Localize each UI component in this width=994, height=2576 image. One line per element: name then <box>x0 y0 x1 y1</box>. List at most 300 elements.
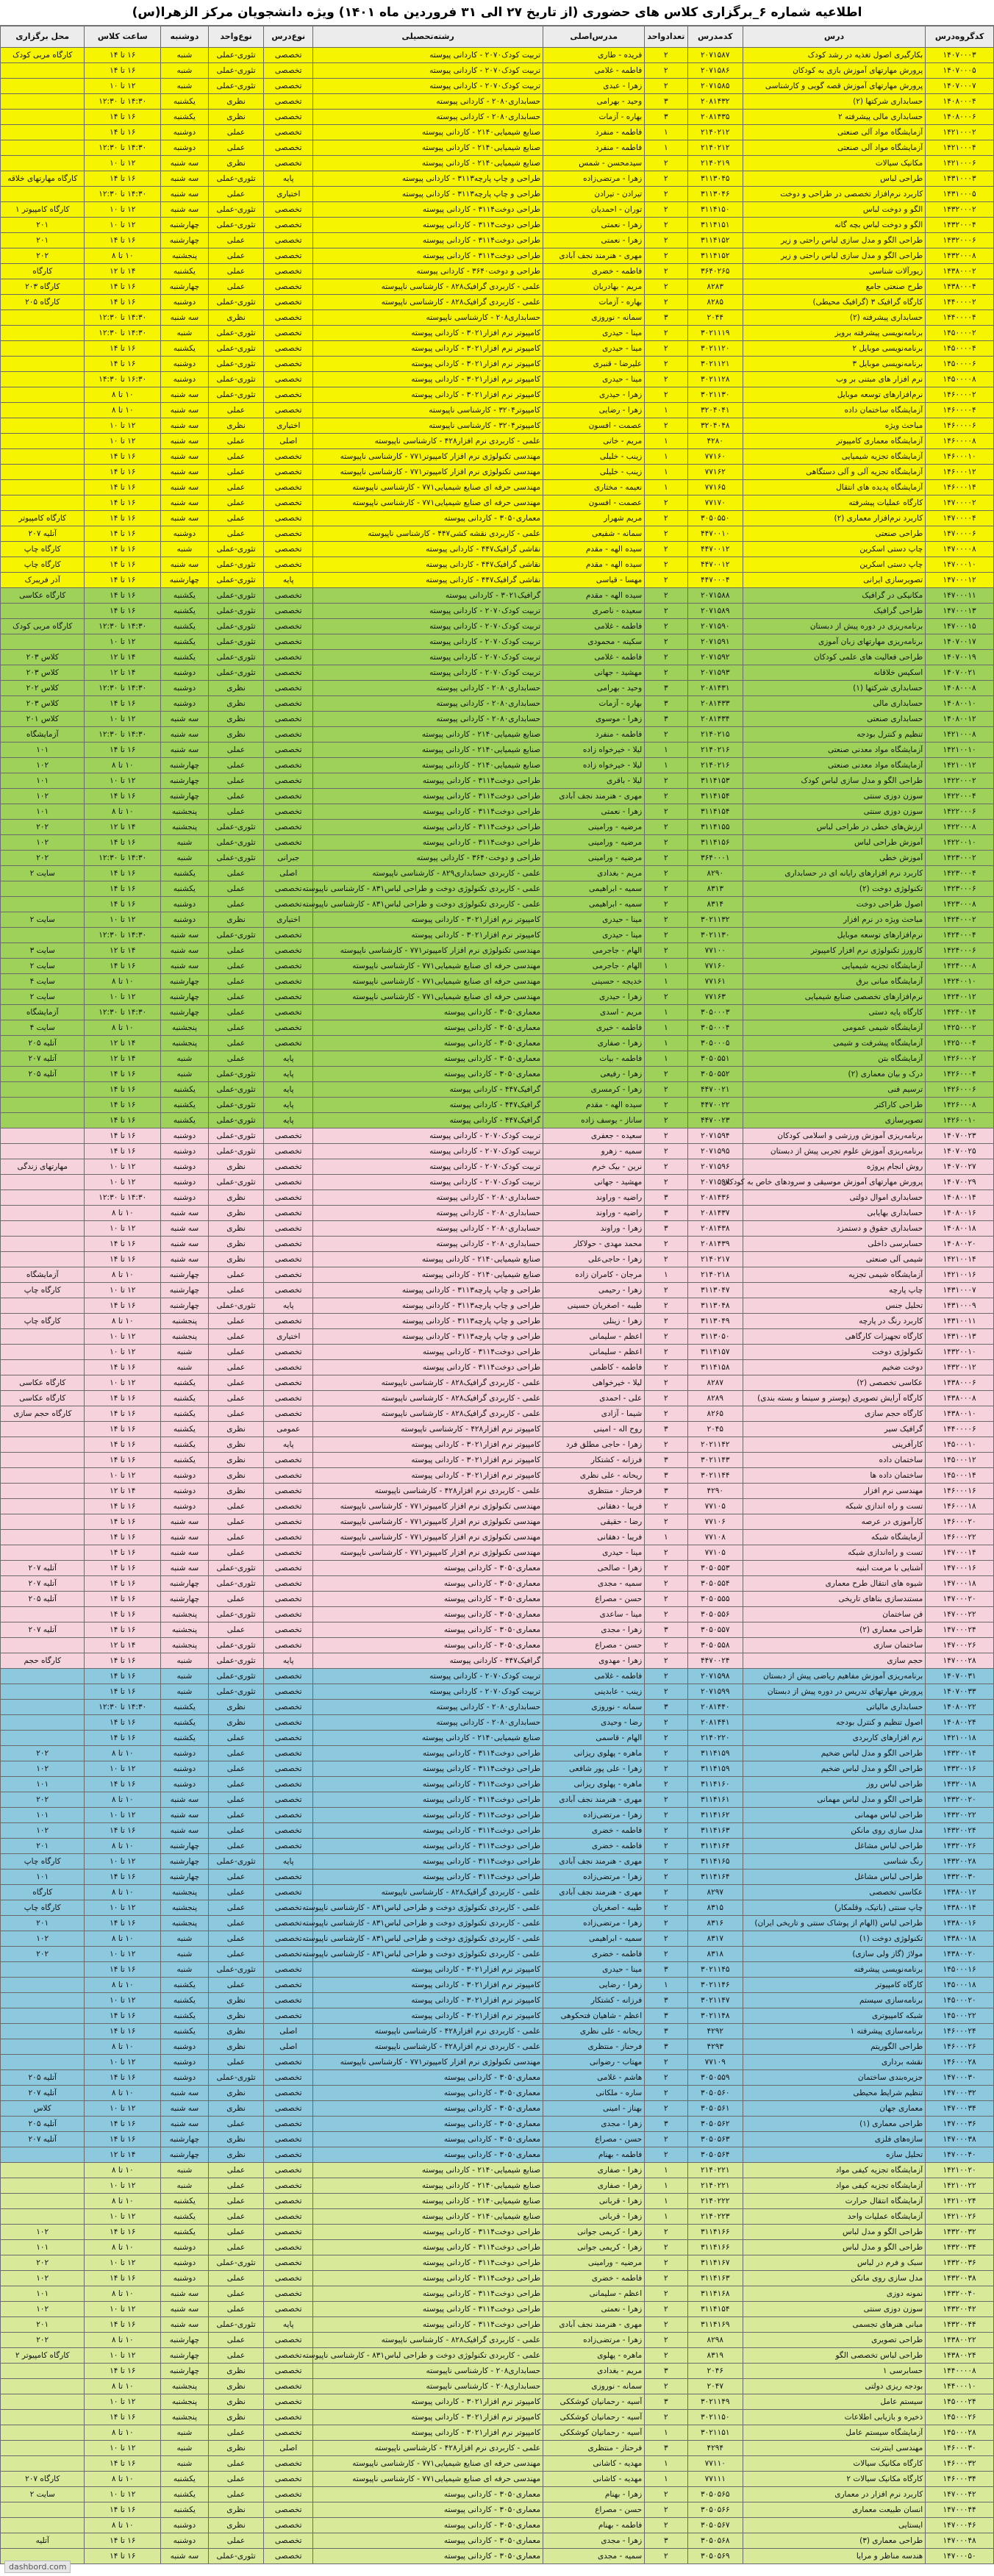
credits-cell: ۲ <box>645 2379 687 2394</box>
course-code-cell: ۳۱۱۴۱۶۳ <box>687 2271 743 2286</box>
day-cell: شنبه <box>161 63 209 79</box>
location-cell <box>1 1499 85 1514</box>
major-cell: حسابداری۲۰۸۰ - کاردانی پیوسته <box>313 94 543 110</box>
instructor-cell: علیرضا - قنبری <box>543 357 645 372</box>
day-cell: سه شنبه <box>161 449 209 465</box>
location-cell: کارگاه <box>1 264 85 279</box>
course-type-cell: تخصصی <box>264 264 313 279</box>
group-code-cell: ۱۴۷۰۰۰۳۰ <box>926 2070 994 2086</box>
day-cell: یکشنبه <box>161 1406 209 1422</box>
major-cell: صنایع شیمیایی۲۱۴۰ - کاردانی پیوسته <box>313 1731 543 1746</box>
course-cell: پرورش مهارتهای آموزش بازی به کودکان <box>743 63 926 79</box>
course-code-cell: ۳۱۱۴۱۶۷ <box>687 2255 743 2271</box>
course-cell: مولاژ (گاز ولی سازی) <box>743 1947 926 1962</box>
table-row <box>1 1700 994 1715</box>
time-cell: ۱۶ تا ۱۴ <box>85 1437 161 1453</box>
course-code-cell: ۳۱۱۴۱۶۹ <box>687 2317 743 2333</box>
instructor-cell: هاشم - غلامی <box>543 2070 645 2086</box>
day-cell: یکشنبه <box>161 1113 209 1128</box>
instructor-cell: زهرا - صفاری <box>543 1036 645 1051</box>
time-cell: ۱۰ تا ۸ <box>85 1206 161 1221</box>
major-cell: کامپیوتر نرم افزار۳۰۲۱ - کاردانی پیوسته <box>313 1962 543 1978</box>
time-cell: ۱۰ تا ۸ <box>85 1839 161 1854</box>
group-code-cell: ۱۴۳۲۰۰۰۴ <box>926 218 994 233</box>
location-cell <box>1 63 85 79</box>
unit-type-cell: تئوری-عملی <box>208 851 264 866</box>
course-code-cell: ۳۰۵۰۵۶۴ <box>687 2147 743 2163</box>
unit-type-cell: نظری <box>208 94 264 110</box>
major-cell: گرافیک۴۴۷ - کاردانی پیوسته <box>313 1113 543 1128</box>
course-cell: کارآموزی در عرصه <box>743 1514 926 1530</box>
table-row <box>1 48 994 63</box>
course-type-cell: پایه <box>264 1854 313 1870</box>
unit-type-cell: عملی <box>208 248 264 264</box>
location-cell <box>1 1298 85 1314</box>
credits-cell: ۱ <box>645 1005 687 1020</box>
course-cell: برنامه‌ریزی در دوره پیش از دبستان <box>743 619 926 634</box>
day-cell: یکشنبه <box>161 2225 209 2240</box>
group-code-cell: ۱۴۲۱۰۰۰۲ <box>926 125 994 140</box>
table-row <box>1 897 994 912</box>
instructor-cell: مینا - حیدری <box>543 326 645 341</box>
location-cell <box>1 1684 85 1700</box>
major-cell: مهندسی تکنولوژی نرم افزار کامپیوتر۷۷۱ - کارشناسی ناپیوسته <box>313 943 543 959</box>
course-type-cell: اصلی <box>264 2024 313 2039</box>
unit-type-cell: عملی <box>208 1916 264 1931</box>
table-row <box>1 511 994 526</box>
instructor-cell: حسن - مصراع <box>543 1592 645 1607</box>
major-cell: طراحی دوخت۳۱۱۴ - کاردانی پیوسته <box>313 2286 543 2302</box>
group-code-cell: ۱۴۴۰۰۰۰۴ <box>926 310 994 326</box>
location-cell: سایت ۳ <box>1 943 85 959</box>
table-row <box>1 2286 994 2302</box>
group-code-cell: ۱۴۳۲۰۰۴۴ <box>926 2317 994 2333</box>
credits-cell: ۲ <box>645 156 687 171</box>
header-credits: تعدادواحد <box>645 26 687 48</box>
course-code-cell: ۳۰۲۱۱۱۹ <box>687 326 743 341</box>
group-code-cell: ۱۴۷۰۰۰۴۰ <box>926 2147 994 2163</box>
course-cell: نرم‌افزارهای توسعه موبایل <box>743 387 926 403</box>
day-cell: پنجشنبه <box>161 1622 209 1638</box>
unit-type-cell: عملی <box>208 1267 264 1283</box>
credits-cell: ۲ <box>645 665 687 681</box>
course-type-cell: تخصصی <box>264 1808 313 1823</box>
credits-cell: ۳ <box>645 110 687 125</box>
group-code-cell: ۱۴۷۰۰۰۰۲ <box>926 495 994 511</box>
major-cell: طراحی دوخت۳۱۱۴ - کاردانی پیوسته <box>313 1360 543 1375</box>
instructor-cell: مهدیه - کاشانی <box>543 2472 645 2487</box>
course-type-cell: تخصصی <box>264 1978 313 1993</box>
location-cell: آتلیه ۲۰۵ <box>1 2117 85 2132</box>
unit-type-cell: نظری <box>208 2518 264 2533</box>
instructor-cell: مریم شهرار <box>543 511 645 526</box>
major-cell: صنایع شیمیایی۲۱۴۰ - کاردانی پیوسته <box>313 758 543 773</box>
day-cell: شنبه <box>161 2456 209 2472</box>
course-cell: طراحی معماری (۱) <box>743 2117 926 2132</box>
course-cell: عکاسی تخصصی <box>743 1885 926 1900</box>
table-row <box>1 696 994 712</box>
major-cell: معماری۳۰۵۰ - کاردانی پیوسته <box>313 2086 543 2101</box>
location-cell <box>1 2410 85 2425</box>
major-cell: کامپیوتر نرم افزار۳۰۲۱ - کاردانی پیوسته <box>313 387 543 403</box>
course-cell: مهندسی نرم افزار <box>743 1484 926 1499</box>
table-row <box>1 2117 994 2132</box>
group-code-cell: ۱۴۵۰۰۰۲۶ <box>926 2410 994 2425</box>
time-cell: ۱۰ تا ۸ <box>85 1267 161 1283</box>
course-code-cell: ۸۳۱۶ <box>687 1916 743 1931</box>
course-cell: کارگاه کامپیوتر <box>743 1978 926 1993</box>
location-cell: آتلیه ۲۰۷ <box>1 2086 85 2101</box>
group-code-cell: ۱۴۴۰۰۰۰۶ <box>926 1422 994 1437</box>
group-code-cell: ۱۴۶۰۰۰۱۰ <box>926 449 994 465</box>
course-cell: شیوه های انتقال طرح معماری <box>743 1576 926 1592</box>
course-type-cell: تخصصی <box>264 990 313 1005</box>
page-title: اطلاعیه شماره ۶_برگزاری کلاس های حضوری (از تاریخ ۲۷ الی ۳۱ فروردین ماه ۱۴۰۱) ویژه دانشجویان مرکز الزهرا(س) <box>0 0 994 26</box>
group-code-cell: ۱۴۶۰۰۰۰۶ <box>926 418 994 434</box>
group-code-cell: ۱۴۷۰۰۰۴۶ <box>926 2518 994 2533</box>
unit-type-cell: عملی <box>208 1005 264 1020</box>
location-cell <box>1 1252 85 1267</box>
location-cell: ۲۰۲ <box>1 820 85 835</box>
group-code-cell: ۱۴۰۷۰۰۲۹ <box>926 1175 994 1190</box>
time-cell: ۱۶ تا ۱۴ <box>85 2117 161 2132</box>
major-cell: معماری۳۰۵۰ - کاردانی پیوسته <box>313 2502 543 2518</box>
group-code-cell: ۱۴۲۲۰۰۰۲ <box>926 773 994 789</box>
course-cell: آزمایشگاه تجزیه آلی و آلی دستگاهی <box>743 465 926 480</box>
major-cell: علمی - کاربردی نرم افزار۴۲۸ - کارشناسی ناپیوسته <box>313 2024 543 2039</box>
course-code-cell: ۳۰۵۰۵۵۴ <box>687 1576 743 1592</box>
time-cell: ۱۶ تا ۱۴ <box>85 511 161 526</box>
instructor-cell: زهرا - عبدی <box>543 79 645 94</box>
course-cell: مهندسی اینترنت <box>743 2441 926 2456</box>
major-cell: طراحی دوخت۳۱۱۴ - کاردانی پیوسته <box>313 1854 543 1870</box>
credits-cell: ۲ <box>645 2147 687 2163</box>
course-cell: مدل سازی روی مانکن <box>743 1823 926 1839</box>
major-cell: علمی - کاربردی گرافیک۸۲۸ - کارشناسی ناپیوسته <box>313 1885 543 1900</box>
time-cell: ۱۶ تا ۱۴ <box>85 1622 161 1638</box>
course-type-cell: تخصصی <box>264 2533 313 2549</box>
location-cell: کارگاه ۲۰۳ <box>1 279 85 295</box>
instructor-cell: حسن - مصراع <box>543 2132 645 2147</box>
instructor-cell: زهرا - قربانی <box>543 2194 645 2209</box>
unit-type-cell: عملی <box>208 495 264 511</box>
location-cell <box>1 2441 85 2456</box>
course-type-cell: تخصصی <box>264 727 313 743</box>
time-cell: ۱۴:۳۰ تا ۱۲:۳۰ <box>85 187 161 202</box>
credits-cell: ۲ <box>645 1808 687 1823</box>
time-cell: ۱۲ تا ۱۰ <box>85 2441 161 2456</box>
group-code-cell: ۱۴۲۴۰۰۰۶ <box>926 943 994 959</box>
course-type-cell: تخصصی <box>264 897 313 912</box>
unit-type-cell: نظری <box>208 712 264 727</box>
location-cell: ۱۰۲ <box>1 1823 85 1839</box>
table-row <box>1 2194 994 2209</box>
unit-type-cell: تئوری-عملی <box>208 1653 264 1669</box>
unit-type-cell: تئوری-عملی <box>208 604 264 619</box>
location-cell <box>1 1715 85 1731</box>
course-cell: انسان طبیعت معماری <box>743 2502 926 2518</box>
day-cell: دوشنبه <box>161 1761 209 1777</box>
time-cell: ۱۲ تا ۱۰ <box>85 2348 161 2364</box>
day-cell: دوشنبه <box>161 1777 209 1792</box>
course-type-cell: تخصصی <box>264 1638 313 1653</box>
location-cell <box>1 1453 85 1468</box>
table-row <box>1 1499 994 1514</box>
credits-cell: ۳ <box>645 2008 687 2024</box>
time-cell: ۱۲ تا ۱۰ <box>85 990 161 1005</box>
unit-type-cell: تئوری-عملی <box>208 1607 264 1622</box>
unit-type-cell: عملی <box>208 1761 264 1777</box>
header-course-type: نوع‌درس <box>264 26 313 48</box>
course-type-cell: تخصصی <box>264 804 313 820</box>
course-code-cell: ۳۱۱۴۱۵۲ <box>687 248 743 264</box>
location-cell: آزمایشگاه <box>1 727 85 743</box>
table-row <box>1 171 994 187</box>
time-cell: ۱۴ تا ۱۲ <box>85 650 161 665</box>
course-code-cell: ۳۰۵۰۵۵۷ <box>687 1622 743 1638</box>
credits-cell: ۲ <box>645 1514 687 1530</box>
course-type-cell: تخصصی <box>264 2518 313 2533</box>
instructor-cell: سمانه - نوروزی <box>543 310 645 326</box>
instructor-cell: طیبه - اصغریان <box>543 1900 645 1916</box>
credits-cell: ۳ <box>645 1993 687 2008</box>
day-cell: پنجشنبه <box>161 1900 209 1916</box>
course-type-cell: تخصصی <box>264 110 313 125</box>
time-cell: ۱۶ تا ۱۴ <box>85 959 161 974</box>
time-cell: ۱۰ تا ۸ <box>85 2163 161 2178</box>
course-cell: طراحی لباس <box>743 171 926 187</box>
location-cell <box>1 1237 85 1252</box>
group-code-cell: ۱۴۳۲۰۰۴۰ <box>926 2286 994 2302</box>
instructor-cell: زهرا - حیدری <box>543 990 645 1005</box>
day-cell: یکشنبه <box>161 1700 209 1715</box>
course-type-cell: تخصصی <box>264 1360 313 1375</box>
location-cell: ۱۰۲ <box>1 758 85 773</box>
major-cell: صنایع شیمیایی۲۱۴۰ - کاردانی پیوسته <box>313 156 543 171</box>
day-cell: یکشنبه <box>161 2209 209 2225</box>
instructor-cell: زهرا - مرتضی‌زاده <box>543 1808 645 1823</box>
table-row <box>1 1237 994 1252</box>
major-cell: صنایع شیمیایی۲۱۴۰ - کاردانی پیوسته <box>313 2178 543 2194</box>
group-code-cell: ۱۴۳۸۰۰۱۴ <box>926 1900 994 1916</box>
course-code-cell: ۴۴۷۰۰۱۰ <box>687 526 743 542</box>
course-type-cell: تخصصی <box>264 1731 313 1746</box>
instructor-cell: بهاره - آزمات <box>543 696 645 712</box>
table-row <box>1 588 994 604</box>
instructor-cell: سمانه - نوروزی <box>543 2379 645 2394</box>
unit-type-cell: تئوری-عملی <box>208 1638 264 1653</box>
group-code-cell: ۱۴۷۰۰۰۳۲ <box>926 2086 994 2101</box>
credits-cell: ۱ <box>645 2456 687 2472</box>
course-type-cell: تخصصی <box>264 650 313 665</box>
course-code-cell: ۲۰۷۱۵۸۷ <box>687 48 743 63</box>
group-code-cell: ۱۴۶۰۰۰۳۲ <box>926 2456 994 2472</box>
time-cell: ۱۲ تا ۱۰ <box>85 773 161 789</box>
time-cell: ۱۴:۳۰ تا ۱۲:۳۰ <box>85 1700 161 1715</box>
day-cell: سه شنبه <box>161 403 209 418</box>
time-cell: ۱۲ تا ۱۰ <box>85 1375 161 1391</box>
course-code-cell: ۲۰۷۱۵۸۶ <box>687 63 743 79</box>
instructor-cell: اعظم - شاهیان فتحکوهی <box>543 2008 645 2024</box>
location-cell <box>1 310 85 326</box>
course-cell: آزمایشگاه مواد معدنی صنعتی <box>743 758 926 773</box>
time-cell: ۱۲ تا ۱۰ <box>85 1761 161 1777</box>
group-code-cell: ۱۴۷۰۰۰۰۸ <box>926 542 994 557</box>
major-cell: علمی - کاربردی گرافیک۸۲۸ - کارشناسی ناپیوسته <box>313 1406 543 1422</box>
credits-cell: ۲ <box>645 542 687 557</box>
location-cell: ۲۰۲ <box>1 248 85 264</box>
instructor-cell: سیده الهه - مقدم <box>543 588 645 604</box>
credits-cell: ۲ <box>645 2410 687 2425</box>
course-code-cell: ۷۷۱۶۵ <box>687 480 743 495</box>
day-cell: یکشنبه <box>161 1978 209 1993</box>
location-cell <box>1 1190 85 1206</box>
major-cell: طراحی و چاپ پارچه۳۱۱۳ - کاردانی پیوسته <box>313 187 543 202</box>
group-code-cell: ۱۴۰۷۰۰۲۵ <box>926 1144 994 1159</box>
major-cell: طراحی دوخت۳۱۱۴ - کاردانی پیوسته <box>313 1823 543 1839</box>
time-cell: ۱۰ تا ۸ <box>85 1020 161 1036</box>
major-cell: معماری۳۰۵۰ - کاردانی پیوسته <box>313 2101 543 2117</box>
unit-type-cell: نظری <box>208 1221 264 1237</box>
course-code-cell: ۸۲۸۷ <box>687 1375 743 1391</box>
instructor-cell: نعیمه - مختاری <box>543 480 645 495</box>
course-code-cell: ۲۰۷۱۵۹۱ <box>687 634 743 650</box>
course-type-cell: پایه <box>264 1098 313 1113</box>
course-type-cell: تخصصی <box>264 557 313 573</box>
credits-cell: ۳ <box>645 1190 687 1206</box>
time-cell: ۱۴:۳۰ تا ۱۲:۳۰ <box>85 851 161 866</box>
group-code-cell: ۱۴۳۸۰۰۲۴ <box>926 2348 994 2364</box>
group-code-cell: ۱۴۷۰۰۰۱۲ <box>926 573 994 588</box>
major-cell: طراحی دوخت۳۱۱۴ - کاردانی پیوسته <box>313 1808 543 1823</box>
credits-cell: ۳ <box>645 2364 687 2379</box>
time-cell: ۱۶ تا ۱۴ <box>85 1237 161 1252</box>
credits-cell: ۲ <box>645 187 687 202</box>
major-cell: معماری۳۰۵۰ - کاردانی پیوسته <box>313 2487 543 2502</box>
unit-type-cell: نظری <box>208 727 264 743</box>
day-cell: چهارشنبه <box>161 1839 209 1854</box>
time-cell: ۱۶ تا ۱۴ <box>85 1360 161 1375</box>
course-code-cell: ۲۱۴۰۲۲۲ <box>687 2194 743 2209</box>
location-cell <box>1 1530 85 1545</box>
location-cell <box>1 326 85 341</box>
unit-type-cell: عملی <box>208 1731 264 1746</box>
course-cell: حسابرسی داخلی <box>743 1237 926 1252</box>
table-row <box>1 1221 994 1237</box>
location-cell: کارگاه <box>1 1885 85 1900</box>
time-cell: ۱۰ تا ۸ <box>85 974 161 990</box>
credits-cell: ۳ <box>645 94 687 110</box>
table-row <box>1 681 994 696</box>
unit-type-cell: نظری <box>208 2502 264 2518</box>
group-code-cell: ۱۴۲۴۰۰۱۰ <box>926 974 994 990</box>
unit-type-cell: نظری <box>208 2364 264 2379</box>
course-code-cell: ۳۰۲۱۱۴۸ <box>687 2008 743 2024</box>
course-type-cell: تخصصی <box>264 1607 313 1622</box>
table-row <box>1 2441 994 2456</box>
unit-type-cell: تئوری-عملی <box>208 2317 264 2333</box>
day-cell: چهارشنبه <box>161 1592 209 1607</box>
course-code-cell: ۷۷۱۰۸ <box>687 1530 743 1545</box>
group-code-cell: ۱۴۵۰۰۰۰۶ <box>926 357 994 372</box>
day-cell: دوشنبه <box>161 2271 209 2286</box>
group-code-cell: ۱۴۶۰۰۰۲۰ <box>926 1514 994 1530</box>
course-type-cell: تخصصی <box>264 2070 313 2086</box>
course-cell: کارگاه عملیات پیشرفته <box>743 495 926 511</box>
major-cell: معماری۳۰۵۰ - کاردانی پیوسته <box>313 2549 543 2564</box>
instructor-cell: حسن - مصراع <box>543 2502 645 2518</box>
group-code-cell: ۱۴۷۰۰۰۳۶ <box>926 2117 994 2132</box>
course-code-cell: ۲۰۲۱۱۴۲ <box>687 1437 743 1453</box>
group-code-cell: ۱۴۷۰۰۰۲۰ <box>926 1592 994 1607</box>
credits-cell: ۲ <box>645 1731 687 1746</box>
credits-cell: ۱ <box>645 140 687 156</box>
day-cell: یکشنبه <box>161 2472 209 2487</box>
instructor-cell: عصمت - افسون <box>543 495 645 511</box>
group-code-cell: ۱۴۲۱۰۰۱۶ <box>926 1267 994 1283</box>
major-cell: معماری۳۰۵۰ - کاردانی پیوسته <box>313 2147 543 2163</box>
instructor-cell: الهام - جاجرمی <box>543 943 645 959</box>
course-code-cell: ۳۰۲۱۱۴۳ <box>687 1453 743 1468</box>
day-cell: شنبه <box>161 1669 209 1684</box>
table-row <box>1 1931 994 1947</box>
time-cell: ۱۴ تا ۱۲ <box>85 665 161 681</box>
major-cell: مهندسی حرفه ای صنایع شیمیایی۷۷۱ - کارشناسی ناپیوسته <box>313 959 543 974</box>
instructor-cell: الهام - قاسمی <box>543 1731 645 1746</box>
table-row <box>1 758 994 773</box>
day-cell: سه شنبه <box>161 1237 209 1252</box>
day-cell: یکشنبه <box>161 604 209 619</box>
day-cell: شنبه <box>161 1947 209 1962</box>
location-cell <box>1 110 85 125</box>
time-cell: ۱۶ تا ۱۴ <box>85 233 161 248</box>
table-row <box>1 1267 994 1283</box>
credits-cell: ۳ <box>645 1484 687 1499</box>
location-cell: کلاس ۲۰۲ <box>1 681 85 696</box>
course-type-cell: تخصصی <box>264 2472 313 2487</box>
day-cell: سه شنبه <box>161 557 209 573</box>
group-code-cell: ۱۴۶۰۰۰۰۸ <box>926 434 994 449</box>
unit-type-cell: عملی <box>208 974 264 990</box>
course-code-cell: ۳۱۱۴۱۶۵ <box>687 1854 743 1870</box>
major-cell: معماری۳۰۵۰ - کاردانی پیوسته <box>313 1051 543 1067</box>
credits-cell: ۲ <box>645 2070 687 2086</box>
unit-type-cell: تئوری-عملی <box>208 79 264 94</box>
table-row <box>1 2055 994 2070</box>
credits-cell: ۳ <box>645 1221 687 1237</box>
course-type-cell: تخصصی <box>264 820 313 835</box>
group-code-cell: ۱۴۵۰۰۰۱۰ <box>926 1437 994 1453</box>
course-cell: حسابداری صنعتی <box>743 712 926 727</box>
table-row <box>1 2101 994 2117</box>
course-cell: طراحی تصویری <box>743 2333 926 2348</box>
table-row <box>1 1375 994 1391</box>
day-cell: سه شنبه <box>161 2286 209 2302</box>
course-code-cell: ۲۰۷۱۵۹۴ <box>687 1128 743 1144</box>
day-cell: دوشنبه <box>161 1499 209 1514</box>
major-cell: علمی - کاربردی نقشه کشی۴۴۷ - کارشناسی ناپیوسته <box>313 526 543 542</box>
time-cell: ۱۲ تا ۱۰ <box>85 2487 161 2502</box>
table-row <box>1 1777 994 1792</box>
unit-type-cell: تئوری-عملی <box>208 820 264 835</box>
day-cell: دوشنبه <box>161 2240 209 2255</box>
course-type-cell: تخصصی <box>264 1345 313 1360</box>
course-code-cell: ۲۱۴۰۲۲۱ <box>687 2178 743 2194</box>
credits-cell: ۳ <box>645 2394 687 2410</box>
location-cell: ۱۰۲ <box>1 2302 85 2317</box>
course-type-cell: تخصصی <box>264 2255 313 2271</box>
table-row <box>1 804 994 820</box>
